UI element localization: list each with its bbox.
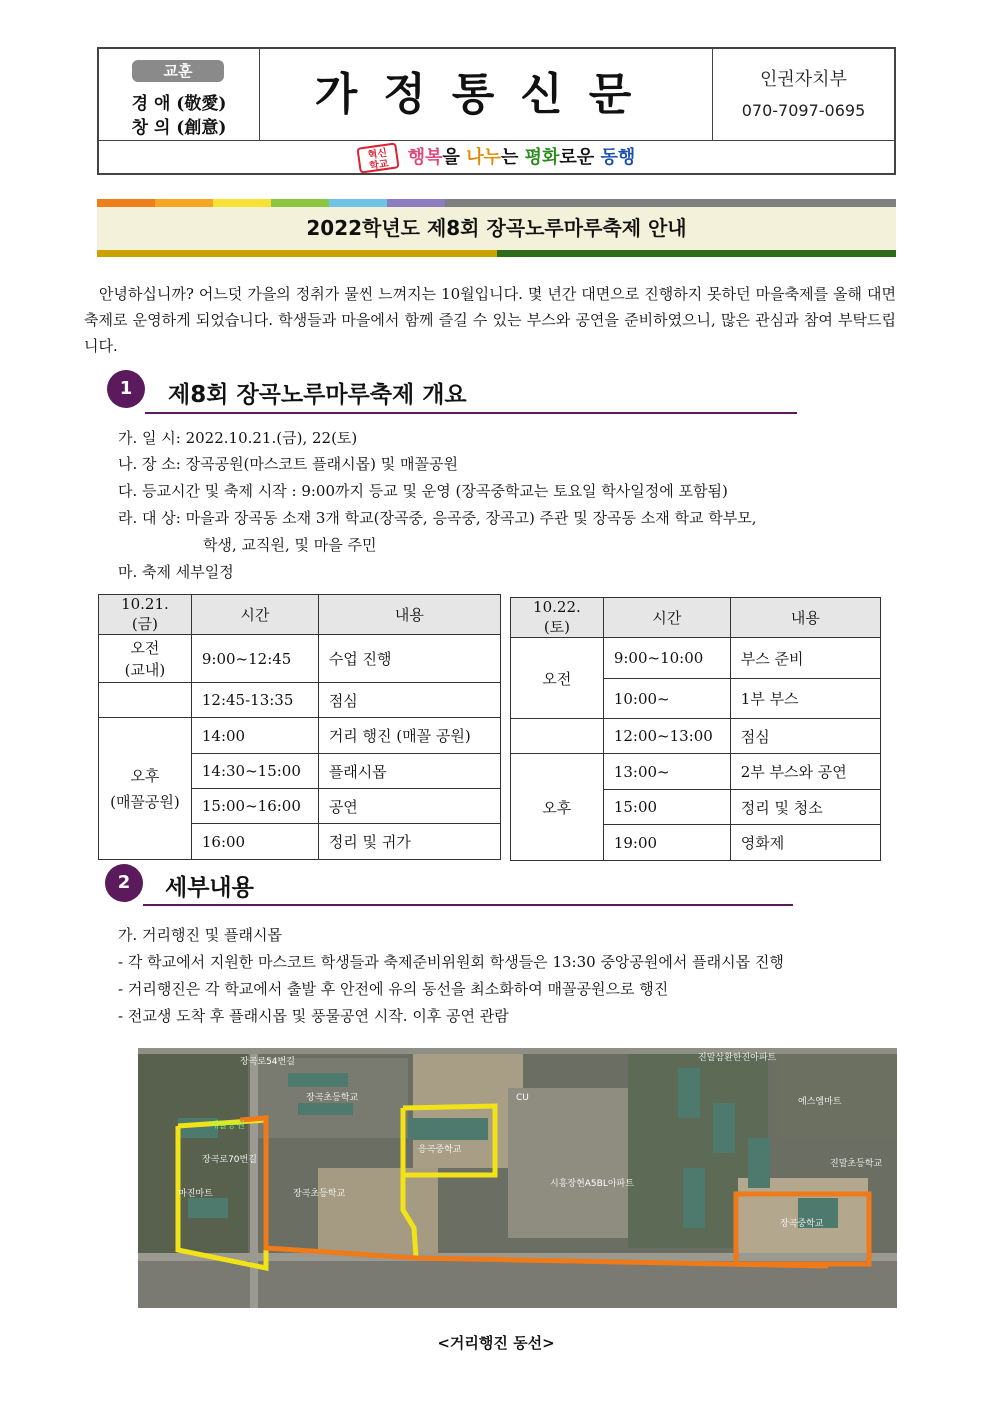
time-cell: 19:00: [603, 825, 730, 861]
section-1-title: 제8회 장곡노루마루축제 개요: [168, 382, 467, 408]
overview-item-date: 가. 일 시: 2022.10.21.(금), 22(토): [118, 429, 358, 447]
map-label: 진말초등학교: [830, 1159, 883, 1169]
map-label: 진말삼환한진아파트: [698, 1053, 777, 1063]
table-header: 시간: [603, 598, 730, 638]
time-cell: 15:00~16:00: [191, 789, 318, 824]
department-box: [712, 49, 894, 140]
content-cell: 거리 행진 (매꼴 공원): [318, 718, 500, 754]
time-cell: 13:00~: [603, 754, 730, 790]
map-image: [138, 1048, 897, 1308]
period-cell: 오전 (교내): [99, 635, 192, 683]
table-header: 시간: [191, 595, 318, 635]
slogan-part: 나누: [466, 147, 501, 168]
map-label: 장곡로70번길: [202, 1155, 257, 1165]
content-cell: 1부 부스: [730, 679, 880, 719]
slogan-part: 을: [442, 147, 467, 168]
map-label: 마진마트: [178, 1189, 213, 1199]
content-cell: 2부 부스와 공연: [730, 754, 880, 790]
slogan-part: 는: [500, 147, 525, 168]
time-cell: 14:30~15:00: [191, 754, 318, 789]
school-motto-box: [99, 49, 260, 140]
band-segment: [387, 199, 445, 207]
content-cell: 점심: [318, 683, 500, 718]
band-segment: [97, 199, 155, 207]
content-cell: 점심: [730, 719, 880, 754]
content-cell: 정리 및 청소: [730, 790, 880, 825]
page-title: 가정통신문: [314, 69, 658, 120]
intro-text: 안녕하십니까? 어느덧 가을의 정취가 물씬 느껴지는 10월입니다. 몇 년간 대면으로 진행하지 못하던 마을축제를 올해 대면 축제로 운영하게 되었습니다. 학생들과 마을에서 함께 즐길 수 있는 부스와 공연을 준비하였으니, 많은 관심과 참여 부탁드립니다.: [84, 285, 896, 355]
underline-segment: [497, 250, 896, 257]
section-2-underline: [143, 904, 793, 906]
content-cell: 부스 준비: [730, 638, 880, 679]
band-segment: [271, 199, 329, 207]
section-1-number: 1: [107, 370, 145, 408]
section-1-underline: [145, 412, 797, 414]
table-header: 내용: [318, 595, 500, 635]
overview-item-place: 나. 장 소: 장곡공원(마스코트 플래시몹) 및 매꼴공원: [118, 455, 458, 473]
schedule-table-fri: [98, 594, 501, 860]
slogan-text: [408, 147, 635, 168]
innovation-school-logo: 혁신 학교: [356, 142, 399, 173]
time-cell: 9:00~12:45: [191, 635, 318, 683]
time-cell: 12:00~13:00: [603, 719, 730, 754]
intro-paragraph: [84, 281, 896, 359]
map-label: 응곡중학교: [418, 1145, 462, 1155]
motto-badge: 교훈: [132, 60, 224, 82]
time-cell: 10:00~: [603, 679, 730, 719]
detail-item: 가. 거리행진 및 플래시몹: [118, 926, 282, 944]
map-caption: <거리행진 동선>: [437, 1334, 555, 1352]
period-cell-empty: [99, 683, 192, 718]
period-cell: 오전: [511, 638, 604, 719]
map-label: 매꼴공원: [210, 1121, 245, 1131]
letter-header: [97, 47, 896, 175]
detail-item: - 전교생 도착 후 플래시몹 및 풍물공연 시작. 이후 공연 관람: [118, 1007, 509, 1025]
map-label: 시흥장현A5BL아파트: [550, 1179, 634, 1189]
map-label: 장곡초등학교: [293, 1189, 346, 1199]
slogan-part: 행복: [407, 147, 443, 168]
table-header: 10.22.(토): [511, 598, 604, 638]
document-title: 2022학년도 제8회 장곡노루마루축제 안내: [97, 207, 896, 250]
map-label: 장곡초등학교: [306, 1093, 359, 1103]
detail-item: - 거리행진은 각 학교에서 출발 후 안전에 유의 동선을 최소화하여 매꼴공원으로 행진: [118, 980, 669, 998]
parade-route-map: [138, 1048, 897, 1308]
section-2-title: 세부내용: [165, 875, 254, 901]
overview-item-target: 라. 대 상: 마을과 장곡동 소재 3개 학교(장곡중, 응곡중, 장곡고) 주관 및 장곡동 소재 학교 학부모,: [118, 509, 757, 527]
slogan-part: 로운: [559, 147, 601, 168]
map-label: 장곡중학교: [780, 1219, 824, 1229]
content-cell: 공연: [318, 789, 500, 824]
band-segment: [329, 199, 387, 207]
slogan-part: 동행: [600, 147, 636, 168]
period-cell: 오후: [511, 754, 604, 861]
underline-segment: [97, 250, 497, 257]
school-slogan: [99, 140, 894, 175]
band-segment: [213, 199, 271, 207]
map-label: CU: [516, 1093, 529, 1103]
detail-item: - 각 학교에서 지원한 마스코트 학생들과 축제준비위원회 학생들은 13:30 중앙공원에서 플래시몹 진행: [118, 953, 784, 971]
band-segment: [670, 199, 896, 207]
content-cell: 플래시몹: [318, 754, 500, 789]
map-label: 에스엠마트: [798, 1097, 842, 1107]
period-cell: 오후 (매꼴공원): [99, 718, 192, 860]
title-underline: [97, 250, 896, 257]
content-cell: 수업 진행: [318, 635, 500, 683]
time-cell: 16:00: [191, 824, 318, 860]
header-top-row: [99, 49, 894, 141]
band-segment: [445, 199, 670, 207]
color-band: [97, 199, 896, 207]
section-2-number: 2: [105, 864, 143, 902]
content-cell: 정리 및 귀가: [318, 824, 500, 860]
table-header: 10.21.(금): [99, 595, 192, 635]
table-header: 내용: [730, 598, 880, 638]
overview-item-time: 다. 등교시간 및 축제 시작 : 9:00까지 등교 및 운영 (장곡중학교는 토요일 학사일정에 포함됨): [118, 482, 728, 500]
department-name: 인권자치부: [760, 69, 847, 90]
content-cell: 영화제: [730, 825, 880, 861]
period-cell-empty: [511, 719, 604, 754]
map-label: 장곡로54번길: [240, 1057, 295, 1067]
band-segment: [155, 199, 213, 207]
department-phone: 070-7097-0695: [741, 101, 866, 120]
time-cell: 9:00~10:00: [603, 638, 730, 679]
overview-item-target-cont: 학생, 교직원, 및 마을 주민: [203, 536, 377, 554]
time-cell: 14:00: [191, 718, 318, 754]
overview-item-schedule: 마. 축제 세부일정: [118, 563, 234, 581]
motto-line-1: 경 애 (敬愛): [131, 94, 227, 114]
schedule-table-sat: [510, 597, 881, 861]
slogan-part: 평화: [524, 147, 560, 168]
time-cell: 12:45-13:35: [191, 683, 318, 718]
time-cell: 15:00: [603, 790, 730, 825]
motto-line-2: 창 의 (創意): [131, 118, 227, 138]
